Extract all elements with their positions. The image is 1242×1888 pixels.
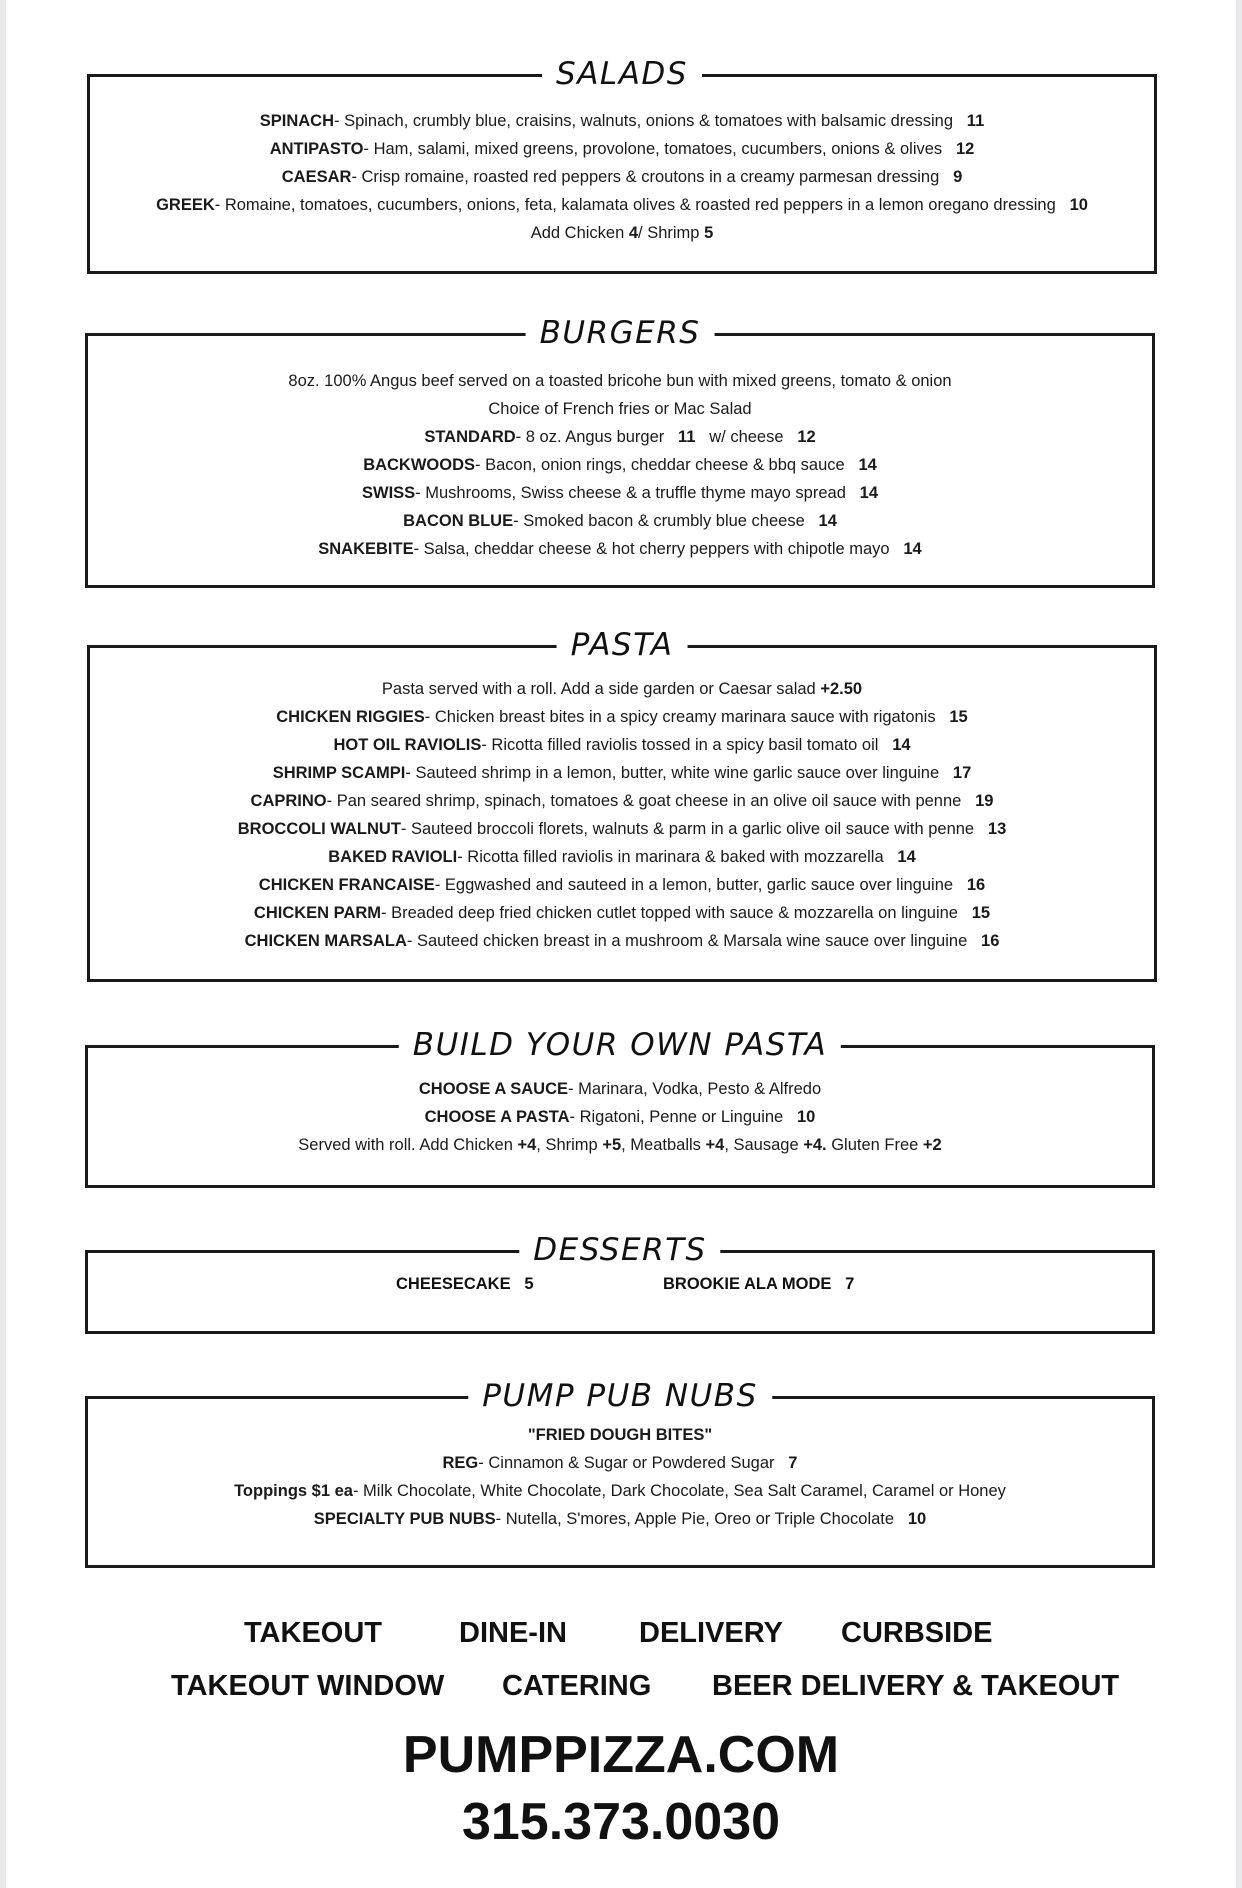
menu-item: CHICKEN PARM- Breaded deep fried chicken cutlet topped with sauce & mozzarella on linguine 15	[253, 904, 991, 922]
salads-section	[87, 56, 1157, 274]
menu-item: BACKWOODS- Bacon, onion rings, cheddar cheese & bbq sauce 14	[363, 456, 877, 474]
menu-item: GREEK- Romaine, tomatoes, cucumbers, onions, feta, kalamata olives & roasted red peppers in a lemon oregano dressing 10	[156, 196, 1088, 214]
menu-item: CHEESECAKE 5	[396, 1275, 534, 1293]
website-link[interactable]: PUMPPIZZA.COM	[402, 1726, 840, 1784]
menu-item: REG- Cinnamon & Sugar or Powdered Sugar 7	[442, 1454, 798, 1472]
menu-item: CHOOSE A PASTA- Rigatoni, Penne or Linguine 10	[424, 1108, 816, 1126]
nubs-subtitle: "FRIED DOUGH BITES"	[527, 1426, 713, 1444]
menu-item: CAESAR- Crisp romaine, roasted red peppers & croutons in a creamy parmesan dressing 9	[281, 168, 963, 186]
menu-item: STANDARD- 8 oz. Angus burger 11 w/ cheese 12	[424, 428, 816, 446]
menu-item: BROCCOLI WALNUT- Sauteed broccoli florets, walnuts & parm in a garlic olive oil sauce with penne 13	[237, 820, 1007, 838]
menu-item: SPINACH- Spinach, crumbly blue, craisins, walnuts, onions & tomatoes with balsamic dressing 11	[259, 112, 985, 130]
service-curbside: CURBSIDE	[841, 1617, 993, 1649]
build-your-own-pasta-section	[85, 1027, 1155, 1188]
pub-nubs-section	[85, 1378, 1155, 1568]
service-beer-delivery: BEER DELIVERY & TAKEOUT	[712, 1670, 1120, 1702]
desserts-section	[85, 1232, 1155, 1334]
service-delivery: DELIVERY	[639, 1617, 783, 1649]
byo-title: BUILD YOUR OWN PASTA	[399, 1027, 841, 1063]
menu-item: SNAKEBITE- Salsa, cheddar cheese & hot cherry peppers with chipotle mayo 14	[318, 540, 922, 558]
menu-item: HOT OIL RAVIOLIS- Ricotta filled raviolis tossed in a spicy basil tomato oil 14	[333, 736, 911, 754]
page-edge-left	[0, 0, 6, 1888]
menu-item: BACON BLUE- Smoked bacon & crumbly blue cheese 14	[403, 512, 837, 530]
burgers-sides: Choice of French fries or Mac Salad	[488, 400, 752, 418]
menu-item: SHRIMP SCAMPI- Sauteed shrimp in a lemon, butter, white wine garlic sauce over linguine 17	[272, 764, 972, 782]
menu-item: CAPRINO- Pan seared shrimp, spinach, tomatoes & goat cheese in an olive oil sauce with penne 19	[250, 792, 994, 810]
menu-item: CHICKEN RIGGIES- Chicken breast bites in a spicy creamy marinara sauce with rigatonis 15	[276, 708, 968, 726]
menu-item: CHICKEN MARSALA- Sauteed chicken breast in a mushroom & Marsala wine sauce over linguine 16	[244, 932, 1000, 950]
pasta-title: PASTA	[557, 627, 688, 663]
menu-item: BROOKIE ALA MODE 7	[663, 1275, 855, 1293]
menu-item: SPECIALTY PUB NUBS- Nutella, S'mores, Apple Pie, Oreo or Triple Chocolate 10	[313, 1510, 927, 1528]
service-takeout-window: TAKEOUT WINDOW	[171, 1670, 445, 1702]
menu-item: Toppings $1 ea- Milk Chocolate, White Chocolate, Dark Chocolate, Sea Salt Caramel, Caramel or Honey	[234, 1482, 1006, 1500]
menu-item: CHICKEN FRANCAISE- Eggwashed and sauteed in a lemon, butter, garlic sauce over linguine 16	[258, 876, 986, 894]
burgers-title: BURGERS	[526, 315, 715, 351]
service-takeout: TAKEOUT	[244, 1617, 383, 1649]
salads-addon: Add Chicken 4/ Shrimp 5	[530, 224, 714, 242]
menu-item: CHOOSE A SAUCE- Marinara, Vodka, Pesto & Alfredo	[418, 1080, 822, 1098]
page-edge-right	[1236, 0, 1242, 1888]
menu-item: BAKED RAVIOLI- Ricotta filled raviolis in marinara & baked with mozzarella 14	[328, 848, 916, 866]
phone-number[interactable]: 315.373.0030	[461, 1793, 781, 1851]
burgers-section	[85, 315, 1155, 588]
salads-title: SALADS	[542, 56, 702, 92]
nubs-title: PUMP PUB NUBS	[468, 1378, 772, 1414]
pasta-intro: Pasta served with a roll. Add a side garden or Caesar salad +2.50	[381, 680, 863, 698]
desserts-title: DESSERTS	[519, 1232, 720, 1268]
burgers-intro: 8oz. 100% Angus beef served on a toasted bricohe bun with mixed greens, tomato & onion	[288, 372, 952, 390]
menu-item: ANTIPASTO- Ham, salami, mixed greens, provolone, tomatoes, cucumbers, onions & olives 12	[269, 140, 975, 158]
byo-extras: Served with roll. Add Chicken +4, Shrimp +5, Meatballs +4, Sausage +4. Gluten Free +2	[298, 1136, 942, 1154]
service-catering: CATERING	[502, 1670, 652, 1702]
service-dine-in: DINE-IN	[459, 1617, 567, 1649]
menu-item: SWISS- Mushrooms, Swiss cheese & a truffle thyme mayo spread 14	[361, 484, 878, 502]
pasta-section	[87, 627, 1157, 982]
